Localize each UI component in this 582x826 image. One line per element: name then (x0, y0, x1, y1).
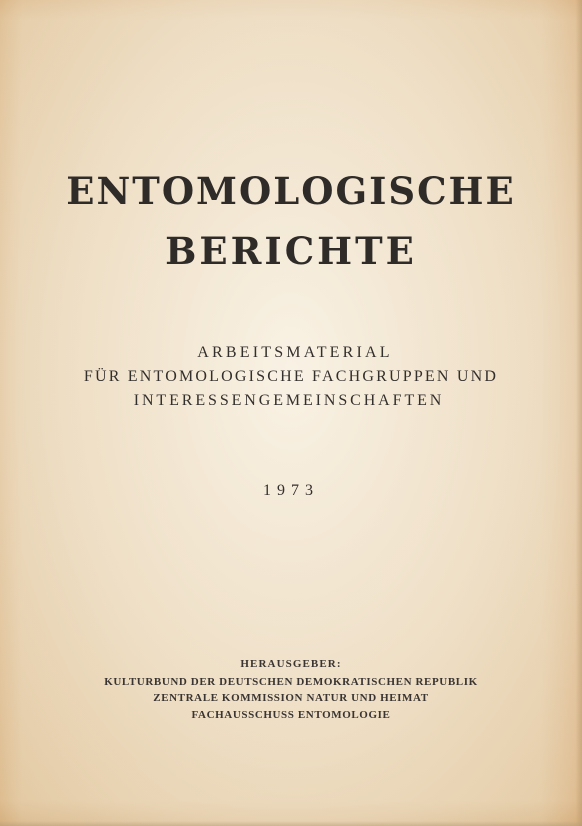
subtitle-line-2: FÜR ENTOMOLOGISCHE FACHGRUPPEN UND (83, 368, 499, 385)
publisher-line-1: KULTURBUND DER DEUTSCHEN DEMOKRATISCHEN REPUBLIK (104, 676, 478, 688)
publication-year: 1973 (263, 482, 319, 499)
subtitle-line-3: INTERESSENGEMEINSCHAFTEN (133, 392, 445, 409)
title-line-1: ENTOMOLOGISCHE (66, 169, 516, 213)
page-edge-shadow-bottom (0, 821, 582, 826)
publisher-line-2: ZENTRALE KOMMISSION NATUR UND HEIMAT (153, 692, 429, 704)
subtitle-line-1: ARBEITSMATERIAL (197, 344, 393, 361)
publisher-line-3: FACHAUSSCHUSS ENTOMOLOGIE (191, 709, 391, 721)
title-line-2: BERICHTE (165, 229, 417, 273)
publisher-heading: HERAUSGEBER: (240, 658, 342, 670)
